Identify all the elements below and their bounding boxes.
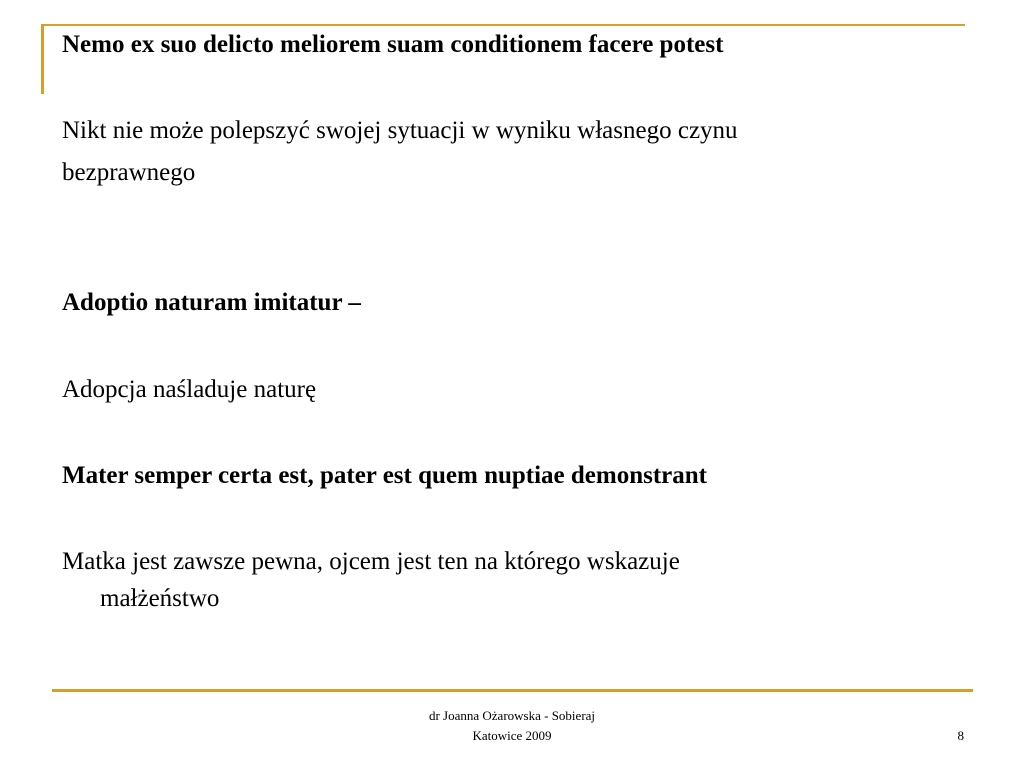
polish-translation-2: Adopcja naśladuje naturę	[62, 376, 317, 403]
footer-place-year: Katowice 2009	[472, 728, 552, 743]
latin-maxim-2: Adoptio naturam imitatur –	[62, 289, 361, 316]
accent-bottom-line	[52, 689, 973, 692]
latin-maxim-1: Nemo ex suo delicto meliorem suam conditionem facere potest	[62, 31, 724, 58]
footer-author: dr Joanna Ożarowska - Sobieraj	[428, 708, 596, 723]
latin-maxim-3: Mater semper certa est, pater est quem nuptiae demonstrant	[62, 462, 708, 489]
polish-translation-1-line2: bezprawnego	[62, 159, 196, 186]
polish-translation-1-line1: Nikt nie może polepszyć swojej sytuacji w wyniku własnego czynu	[62, 117, 738, 144]
polish-translation-3-line2: małżeństwo	[100, 585, 220, 612]
page-number: 8	[957, 728, 964, 743]
polish-translation-3-line1: Matka jest zawsze pewna, ojcem jest ten na którego wskazuje	[62, 548, 680, 575]
accent-vertical-line	[41, 24, 44, 94]
accent-top-line	[41, 24, 965, 26]
